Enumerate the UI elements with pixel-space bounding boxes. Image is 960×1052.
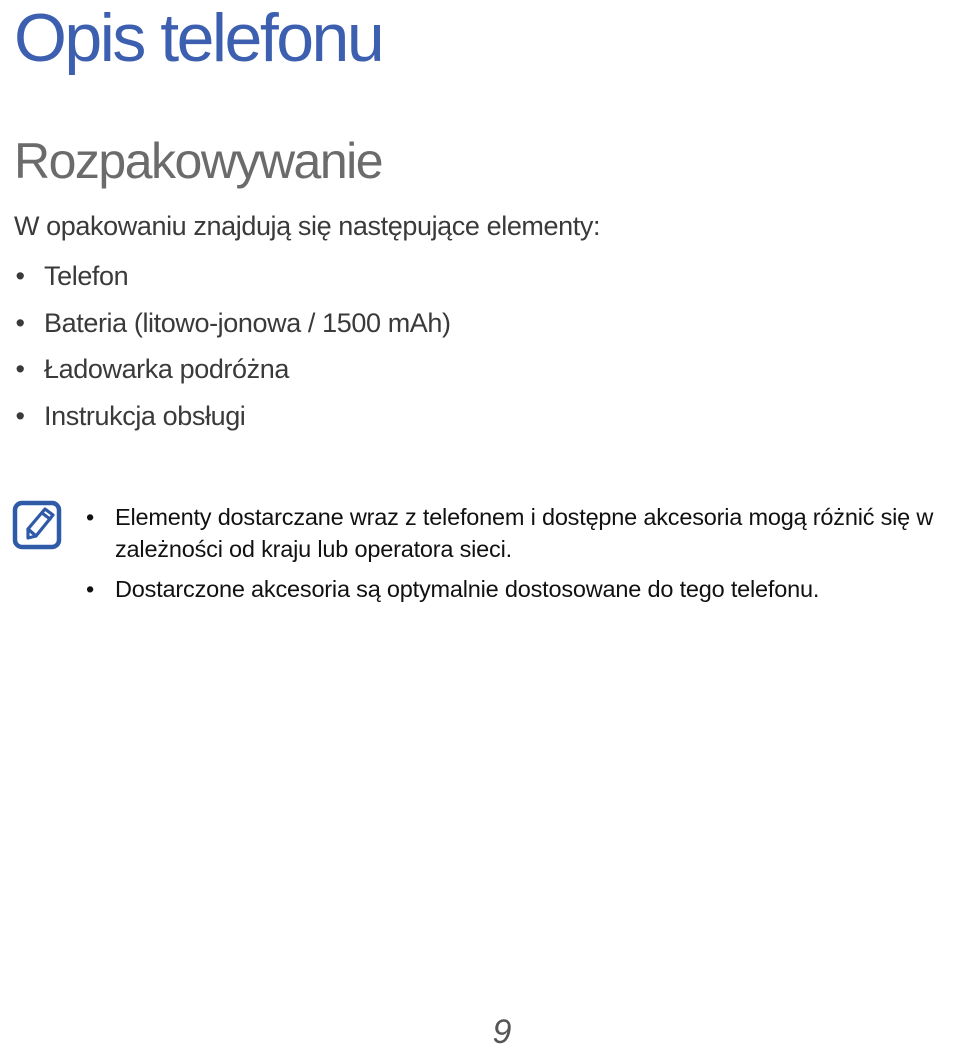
list-item-text: Bateria (litowo-jonowa / 1500 mAh) [44,307,451,338]
bullet: • [15,261,25,291]
page-number: 9 [492,1013,512,1051]
package-contents-list [14,253,451,439]
note-list [84,501,954,613]
bullet: • [15,354,25,384]
list-item-text: Instrukcja obsługi [44,400,246,431]
bullet: • [85,576,95,602]
intro-text: W opakowaniu znajdują się następujące elementy: [14,211,601,241]
list-item [14,346,451,393]
bullet: • [15,307,25,338]
page-title: Opis telefonu [14,0,383,76]
bullet: • [15,400,25,431]
list-item [14,300,451,347]
note-item [84,573,954,605]
note-item [84,501,954,565]
note-item-text: Elementy dostarczane wraz z telefonem i dostępne akcesoria mogą różnić się w zależności od kraju lub operatora sieci. [115,504,934,562]
bullet: • [85,504,95,530]
note-pencil-icon [12,500,62,550]
list-item-text: Ładowarka podróżna [44,354,289,384]
section-title: Rozpakowywanie [14,133,383,189]
list-item-text: Telefon [44,261,129,291]
list-item [14,393,451,440]
note-item-text: Dostarczone akcesoria są optymalnie dostosowane do tego telefonu. [115,576,820,602]
list-item [14,253,451,300]
